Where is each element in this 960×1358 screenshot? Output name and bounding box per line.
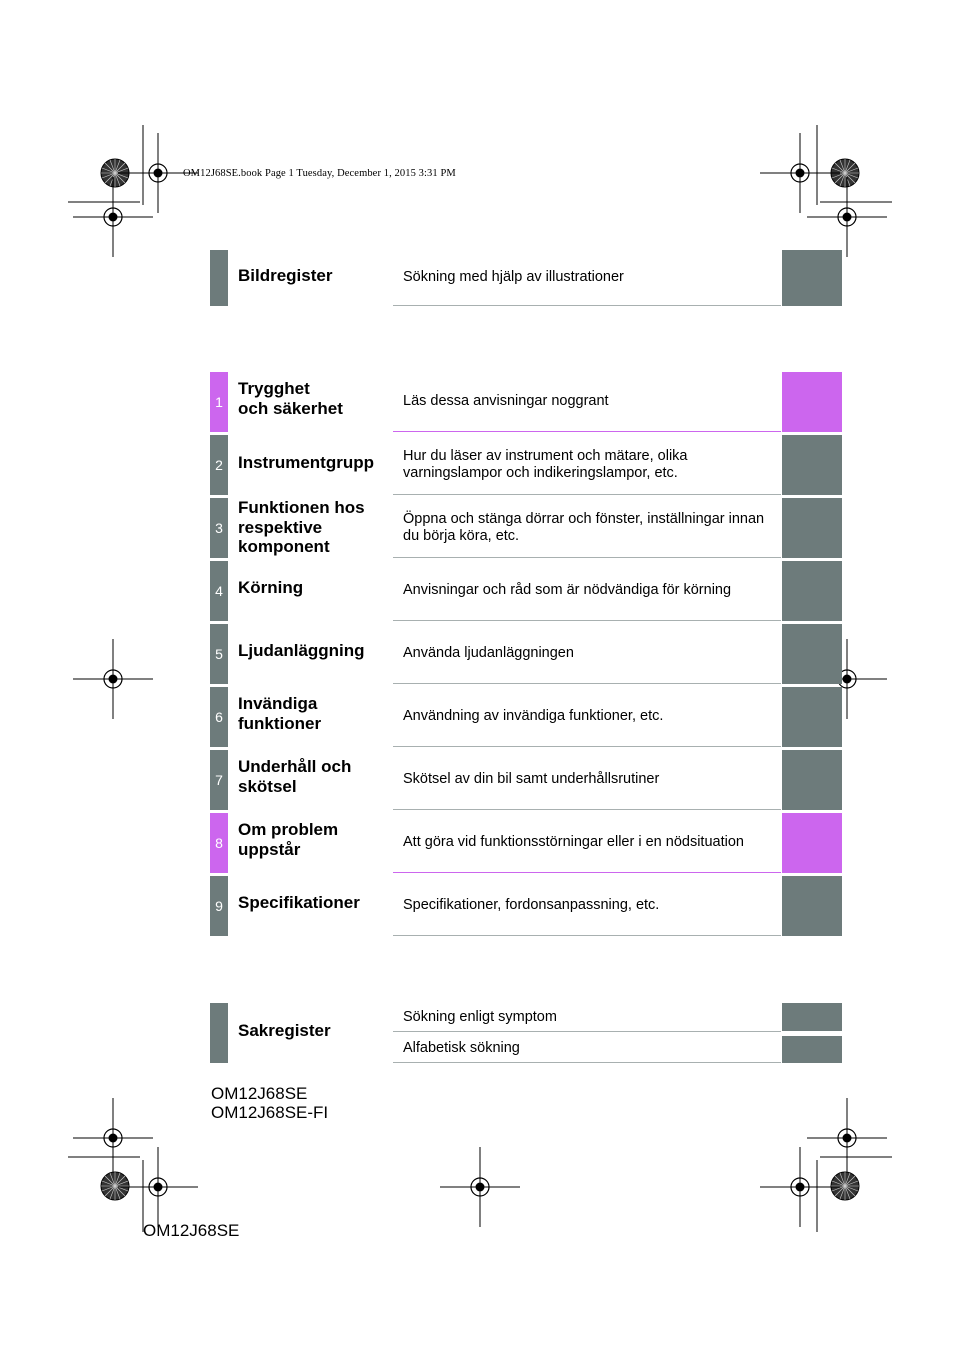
chapter-number: 1 xyxy=(210,372,228,432)
chapter-tab[interactable] xyxy=(782,435,842,495)
subject-index-item-alphabetical[interactable]: Alfabetisk sökning xyxy=(393,1035,781,1063)
chapter-description: Skötsel av din bil samt underhållsrutiner xyxy=(393,750,781,810)
chapter-title: Invändiga funktioner xyxy=(238,694,322,733)
image-index-title: Bildregister xyxy=(238,266,333,285)
image-index-tab[interactable] xyxy=(782,250,842,306)
chapter-row-3[interactable] xyxy=(210,498,842,558)
crosshair-icon xyxy=(73,1098,153,1178)
chapter-tab[interactable] xyxy=(782,624,842,684)
manual-code-fi: OM12J68SE-FI xyxy=(211,1103,329,1122)
chapter-number: 6 xyxy=(210,687,228,747)
index-marker xyxy=(210,1003,228,1063)
chapter-tab[interactable] xyxy=(782,876,842,936)
chapter-number: 3 xyxy=(210,498,228,558)
subject-index-item-symptom[interactable]: Sökning enligt symptom xyxy=(393,1003,781,1032)
subject-index-tab-symptom[interactable] xyxy=(782,1003,842,1031)
chapter-title: Ljudanläggning xyxy=(238,641,365,660)
chapter-tab[interactable] xyxy=(782,561,842,621)
chapter-row-7[interactable] xyxy=(210,750,842,810)
chapter-tab[interactable] xyxy=(782,813,842,873)
crosshair-icon xyxy=(807,177,887,257)
image-index-row[interactable] xyxy=(210,250,842,306)
chapter-tab[interactable] xyxy=(782,498,842,558)
chapter-description: Att göra vid funktionsstörningar eller i en nödsituation xyxy=(393,813,781,873)
chapter-description: Använda ljudanläggningen xyxy=(393,624,781,684)
chapter-row-5[interactable] xyxy=(210,624,842,684)
chapter-tab[interactable] xyxy=(782,372,842,432)
chapter-description: Anvisningar och råd som är nödvändiga för körning xyxy=(393,561,781,621)
crosshair-icon xyxy=(440,1147,520,1227)
crosshair-icon xyxy=(118,1147,198,1227)
crosshair-icon xyxy=(73,177,153,257)
chapter-description: Hur du läser av instrument och mätare, olika varningslampor och indikeringslampor, etc. xyxy=(393,435,781,495)
chapter-row-4[interactable] xyxy=(210,561,842,621)
crosshair-icon xyxy=(807,1098,887,1178)
chapter-row-9[interactable] xyxy=(210,876,842,936)
footer-code: OM12J68SE xyxy=(143,1221,240,1240)
subject-index-tab-alphabetical[interactable] xyxy=(782,1036,842,1063)
chapter-title: Funktionen hos respektive komponent xyxy=(238,498,365,556)
chapter-tab[interactable] xyxy=(782,750,842,810)
chapter-row-8[interactable] xyxy=(210,813,842,873)
image-index-description: Sökning med hjälp av illustrationer xyxy=(393,250,781,306)
chapter-title: Trygghet och säkerhet xyxy=(238,379,343,418)
book-info-header: OM12J68SE.book Page 1 Tuesday, December 1, 2015 3:31 PM xyxy=(183,168,456,179)
chapter-row-6[interactable] xyxy=(210,687,842,747)
chapter-number: 5 xyxy=(210,624,228,684)
crosshair-icon xyxy=(760,1147,840,1227)
star-target-icon xyxy=(101,1172,129,1200)
chapter-description: Läs dessa anvisningar noggrant xyxy=(393,372,781,432)
chapter-number: 7 xyxy=(210,750,228,810)
chapter-title: Instrumentgrupp xyxy=(238,453,374,472)
crosshair-icon xyxy=(73,639,153,719)
chapter-number: 2 xyxy=(210,435,228,495)
index-marker xyxy=(210,250,228,306)
chapter-title: Underhåll och skötsel xyxy=(238,757,352,796)
chapter-title: Om problem uppstår xyxy=(238,820,339,859)
chapter-description: Användning av invändiga funktioner, etc. xyxy=(393,687,781,747)
chapter-row-1[interactable] xyxy=(210,372,842,432)
subject-index-block xyxy=(210,1003,842,1063)
chapter-tab[interactable] xyxy=(782,687,842,747)
chapter-row-2[interactable] xyxy=(210,435,842,495)
chapter-number: 4 xyxy=(210,561,228,621)
star-target-icon xyxy=(831,1172,859,1200)
chapter-title: Specifikationer xyxy=(238,893,360,912)
crosshair-icon xyxy=(760,133,840,213)
subject-index-title: Sakregister xyxy=(238,1021,331,1040)
chapter-title: Körning xyxy=(238,578,304,597)
manual-code: OM12J68SE xyxy=(211,1084,308,1103)
chapter-description: Specifikationer, fordonsanpassning, etc. xyxy=(393,876,781,936)
chapter-number: 8 xyxy=(210,813,228,873)
chapter-number: 9 xyxy=(210,876,228,936)
chapter-description: Öppna och stänga dörrar och fönster, inställningar innan du börja köra, etc. xyxy=(393,498,781,558)
